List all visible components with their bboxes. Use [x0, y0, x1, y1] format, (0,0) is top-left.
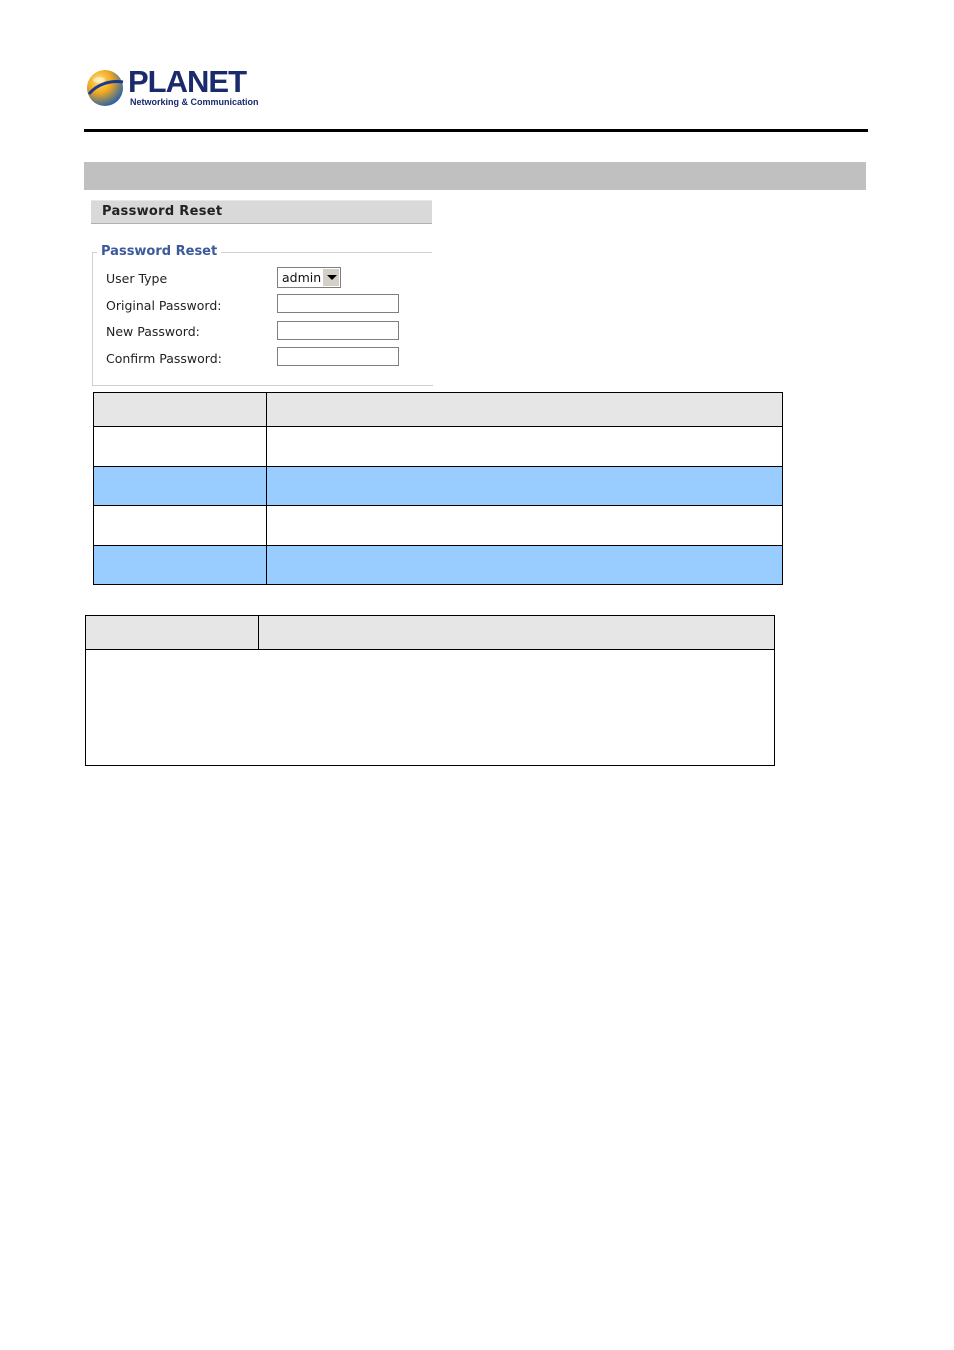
table-cell — [266, 546, 782, 585]
confirm-password-input[interactable] — [277, 347, 399, 366]
table-row — [94, 427, 783, 467]
table-row — [94, 546, 783, 585]
table-header-cell — [94, 393, 267, 427]
logo-wordmark: PLANET — [128, 64, 246, 99]
table-cell — [266, 427, 782, 467]
confirm-password-label: Confirm Password: — [106, 351, 222, 366]
user-type-label: User Type — [106, 271, 168, 286]
table-row — [94, 467, 783, 506]
table-cell — [266, 467, 782, 506]
panel-title: Password Reset — [102, 204, 223, 219]
note-table-header — [86, 616, 774, 650]
table-cell — [94, 427, 267, 467]
user-type-select[interactable] — [277, 267, 341, 288]
table-row — [94, 506, 783, 546]
logo-tagline: Networking & Communication — [130, 97, 259, 107]
user-type-selected-value: admin — [282, 270, 322, 285]
chevron-down-icon[interactable] — [322, 269, 339, 286]
section-heading-bar — [84, 162, 866, 190]
parameter-table — [93, 392, 783, 585]
globe-icon — [85, 68, 125, 108]
table-header-cell — [266, 393, 782, 427]
new-password-input[interactable] — [277, 321, 399, 340]
original-password-input[interactable] — [277, 294, 399, 313]
panel-title-bar — [91, 200, 432, 224]
table-cell — [94, 506, 267, 546]
table-header-row — [94, 393, 783, 427]
planet-logo — [85, 64, 259, 110]
original-password-label: Original Password: — [106, 298, 222, 313]
table-cell — [94, 467, 267, 506]
table-cell — [266, 506, 782, 546]
header-divider — [84, 129, 868, 132]
note-header-divider — [258, 616, 259, 649]
table-cell — [94, 546, 267, 585]
note-table — [85, 615, 775, 766]
fieldset-legend: Password Reset — [97, 244, 221, 259]
new-password-label: New Password: — [106, 324, 200, 339]
